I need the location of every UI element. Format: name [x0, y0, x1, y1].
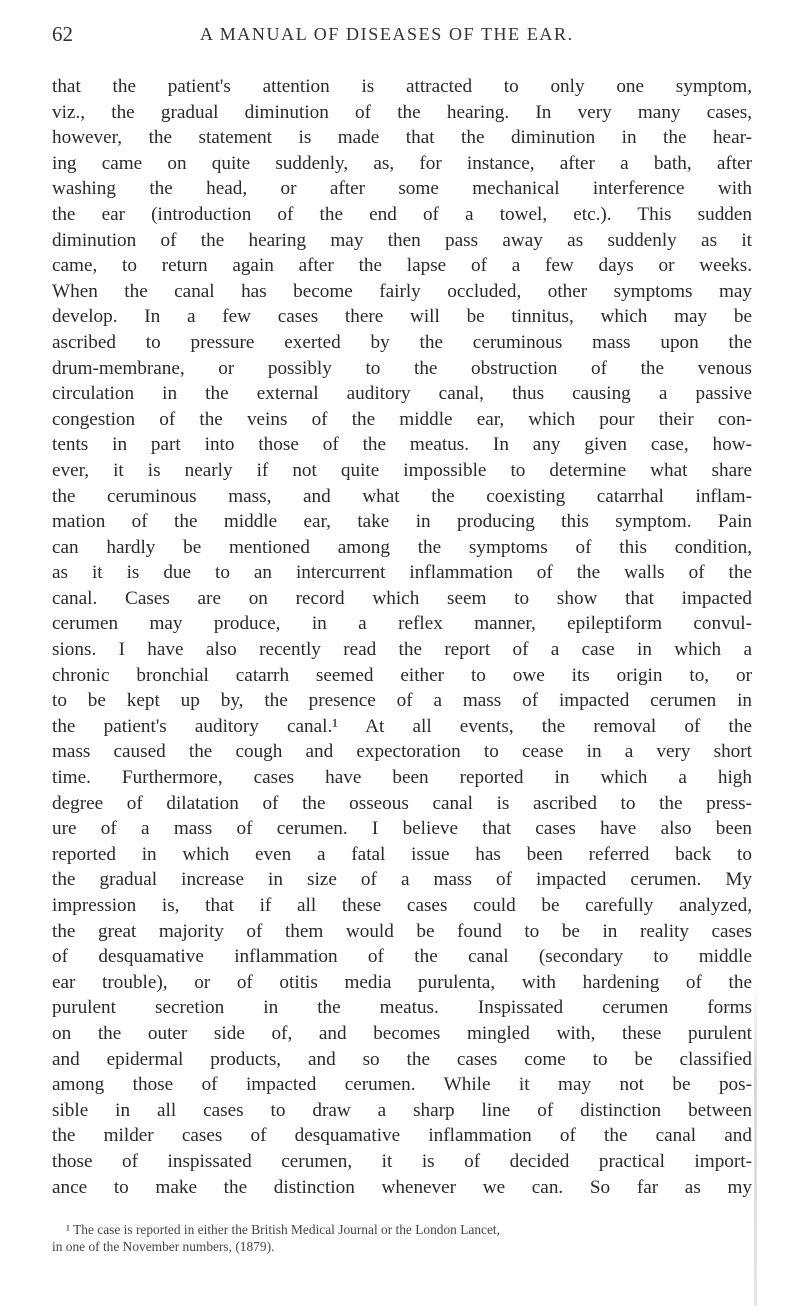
text-line: diminution of the hearing may then pass away as suddenly as it: [52, 229, 752, 251]
text-line: the ceruminous mass, and what the coexisting catarrhal inflam-: [52, 485, 752, 507]
text-line: to be kept up by, the presence of a mass of impacted cerumen in: [52, 690, 752, 712]
text-line: develop. In a few cases there will be tinnitus, which may be: [52, 306, 752, 328]
page-header: [52, 22, 752, 50]
text-line: ever, it is nearly if not quite impossible to determine what share: [52, 459, 752, 481]
text-line: on the outer side of, and becomes mingled with, these purulent: [52, 1022, 752, 1044]
page-edge-shadow: [754, 980, 757, 1306]
text-line: ascribed to pressure exerted by the ceruminous mass upon the: [52, 331, 752, 353]
text-line: viz., the gradual diminution of the hearing. In very many cases,: [52, 101, 752, 123]
text-line: sible in all cases to draw a sharp line of distinction between: [52, 1099, 752, 1121]
text-line: the ear (introduction of the end of a towel, etc.). This sudden: [52, 203, 752, 225]
text-line: canal. Cases are on record which seem to show that impacted: [52, 587, 752, 609]
text-line: can hardly be mentioned among the symptoms of this condition,: [52, 536, 752, 558]
text-line: mass caused the cough and expectoration to cease in a very short: [52, 741, 752, 763]
text-line: those of inspissated cerumen, it is of decided practical import-: [52, 1150, 752, 1172]
body-text: [52, 74, 752, 1200]
text-line: cerumen may produce, in a reflex manner, epileptiform convul-: [52, 613, 752, 635]
footnotes: [52, 1221, 752, 1255]
text-line: washing the head, or after some mechanical interference with: [52, 178, 752, 200]
text-line: mation of the middle ear, take in producing this symptom. Pain: [52, 511, 752, 533]
text-line: When the canal has become fairly occluded, other symptoms may: [52, 280, 752, 302]
text-line: as it is due to an intercurrent inflammation of the walls of the: [52, 562, 752, 584]
text-line: drum-membrane, or possibly to the obstruction of the venous: [52, 357, 752, 379]
text-line: purulent secretion in the meatus. Inspissated cerumen forms: [52, 997, 752, 1019]
text-line: reported in which even a fatal issue has been referred back to: [52, 843, 752, 865]
text-line: that the patient's attention is attracted to only one symptom,: [52, 76, 752, 97]
text-line: however, the statement is made that the diminution in the hear-: [52, 127, 752, 149]
text-line: came, to return again after the lapse of a few days or weeks.: [52, 255, 752, 277]
text-line: ing came on quite suddenly, as, for instance, after a bath, after: [52, 152, 752, 174]
text-line: ure of a mass of cerumen. I believe that cases have also been: [52, 818, 752, 840]
text-line: among those of impacted cerumen. While it may not be pos-: [52, 1074, 752, 1096]
text-line: the milder cases of desquamative inflammation of the canal and: [52, 1125, 752, 1147]
text-line: circulation in the external auditory canal, thus causing a passive: [52, 383, 752, 405]
footnote-line: ¹ The case is reported in either the British Medical Journal or the London Lancet,: [66, 1222, 500, 1237]
text-line: degree of dilatation of the osseous canal is ascribed to the press-: [52, 792, 752, 814]
text-line: chronic bronchial catarrh seemed either to owe its origin to, or: [52, 664, 752, 686]
text-line: congestion of the veins of the middle ear, which pour their con-: [52, 408, 752, 430]
text-line: ear trouble), or of otitis media purulenta, with hardening of the: [52, 971, 752, 993]
text-line: and epidermal products, and so the cases come to be classified: [52, 1048, 752, 1070]
text-line: the great majority of them would be found to be in reality cases: [52, 920, 752, 942]
text-line: impression is, that if all these cases could be carefully analyzed,: [52, 895, 752, 916]
text-line: tents in part into those of the meatus. In any given case, how-: [52, 434, 752, 456]
text-line: time. Furthermore, cases have been reported in which a high: [52, 767, 752, 789]
text-line: of desquamative inflammation of the canal (secondary to middle: [52, 946, 752, 968]
page-number: 62: [52, 22, 73, 46]
text-line: ance to make the distinction whenever we can. So far as my: [52, 1176, 752, 1198]
running-head: A MANUAL OF DISEASES OF THE EAR.: [200, 24, 574, 44]
text-line: the patient's auditory canal.¹ At all events, the removal of the: [52, 715, 752, 737]
text-line: sions. I have also recently read the report of a case in which a: [52, 639, 752, 661]
text-line: the gradual increase in size of a mass of impacted cerumen. My: [52, 869, 752, 891]
footnote-line: in one of the November numbers, (1879).: [52, 1239, 275, 1254]
